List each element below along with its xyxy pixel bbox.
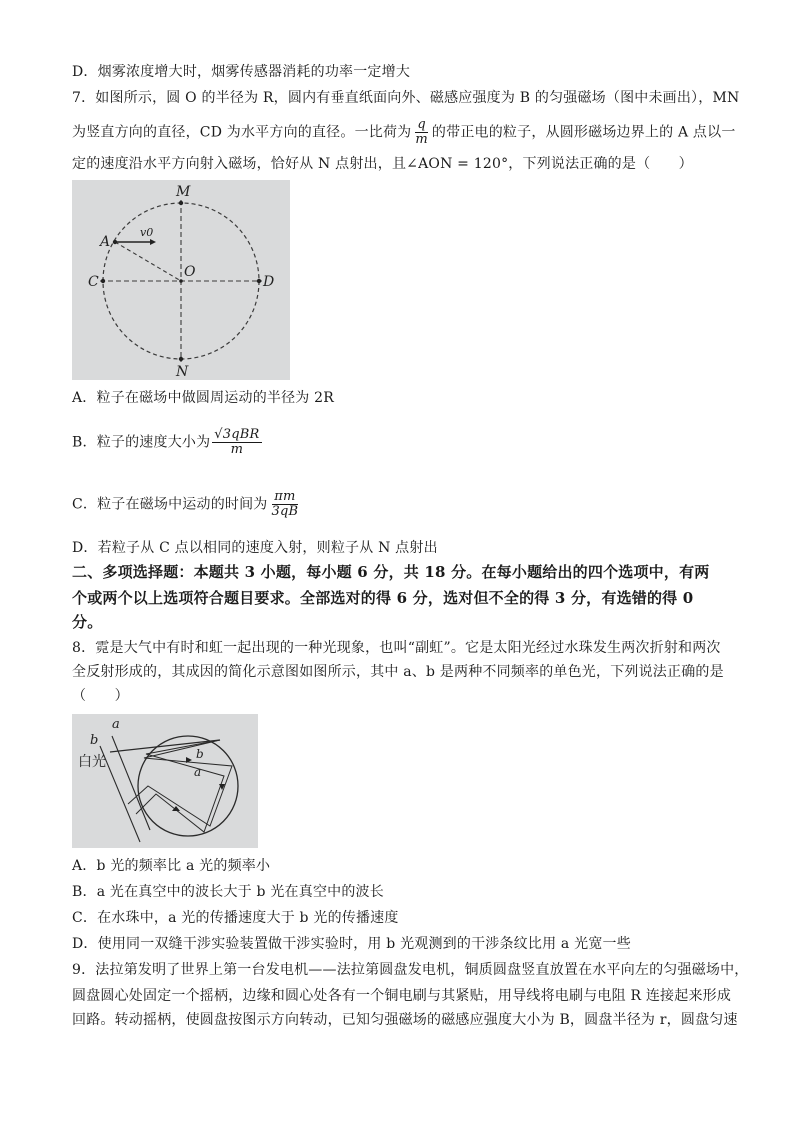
fraction-denominator: m — [230, 442, 244, 457]
ray-arrowhead — [172, 806, 180, 811]
q7-option-c — [72, 490, 302, 519]
point-a — [113, 240, 117, 244]
speed-fraction — [212, 428, 261, 457]
fraction-numerator: q — [417, 117, 426, 132]
water-droplet-diagram — [72, 714, 258, 848]
label-a: A — [100, 234, 111, 250]
label-c: C — [88, 274, 99, 290]
label-a-inside: a — [194, 765, 202, 779]
fraction-numerator: πm — [274, 489, 296, 504]
q7-figure — [72, 180, 290, 380]
radius-oa — [115, 242, 181, 281]
q8-option-d: D．使用同一双缝干涉实验装置做干涉实验时，用 b 光观测到的干涉条纹比用 a 光宽一些 — [72, 936, 631, 952]
label-o: O — [184, 264, 196, 280]
time-fraction — [270, 490, 301, 519]
point-c — [101, 279, 105, 283]
label-b-inside: b — [196, 747, 204, 761]
label-white-light: 白光 — [78, 754, 106, 770]
point-o — [179, 279, 183, 283]
point-d — [257, 279, 261, 283]
light-ray-b-exit — [100, 746, 140, 842]
section-2-heading-line-1: 二、多项选择题：本题共 3 小题，每小题 6 分，共 18 分。在每小题给出的四个选项中，有两 — [72, 563, 710, 581]
label-b: b — [90, 733, 99, 748]
q8-figure — [72, 714, 258, 848]
q7-stem-line-2-text: 为竖直方向的直径，CD 为水平方向的直径。一比荷为 — [72, 124, 412, 141]
section-2-heading-line-2: 个或两个以上选项符合题目要求。全部选对的得 6 分，选对但不全的得 3 分，有选错的得 0 — [72, 589, 694, 607]
label-m: M — [176, 184, 191, 200]
q7-stem-line-2-tail: 的带正电的粒子，从圆形磁场边界上的 A 点以一 — [431, 124, 736, 141]
point-m — [179, 201, 183, 205]
q8-option-c: C．在水珠中，a 光的传播速度大于 b 光的传播速度 — [72, 910, 399, 926]
velocity-arrowhead — [150, 239, 156, 245]
point-n — [179, 357, 183, 361]
q8-stem-line-3: （ ） — [72, 688, 129, 704]
q7-option-d: D．若粒子从 C 点以相同的速度入射，则粒子从 N 点射出 — [72, 540, 438, 556]
label-n: N — [176, 364, 189, 380]
q8-stem-line-1: 8．霓是大气中有时和虹一起出现的一种光现象，也叫“副虹”。它是太阳光经过水珠发生两次折射和两次 — [72, 640, 721, 656]
q8-option-a: A．b 光的频率比 a 光的频率小 — [72, 858, 271, 874]
q9-stem-line-1: 9．法拉第发明了世界上第一台发电机——法拉第圆盘发电机，铜质圆盘竖直放置在水平向左的匀强磁场中， — [72, 962, 749, 978]
fraction-numerator: √3qBR — [214, 427, 260, 442]
q6-option-d: D．烟雾浓度增大时，烟雾传感器消耗的功率一定增大 — [72, 64, 411, 80]
q7-option-a: A．粒子在磁场中做圆周运动的半径为 2R — [72, 390, 335, 406]
fraction-denominator: m — [415, 132, 428, 147]
q7-stem-line-3: 定的速度沿水平方向射入磁场，恰好从 N 点射出，且∠AON = 120°，下列说法正确的是（ ） — [72, 156, 693, 172]
q7-option-b — [72, 428, 264, 457]
q9-stem-line-2: 圆盘圆心处固定一个摇柄，边缘和圆心处各有一个铜电刷与其紧贴，用导线将电刷与电阻 R 连接起来形成 — [72, 988, 732, 1004]
q8-option-b: B．a 光在真空中的波长大于 b 光在真空中的波长 — [72, 884, 384, 900]
q7-option-b-text: B．粒子的速度大小为 — [72, 434, 211, 451]
label-a: a — [112, 717, 120, 732]
q9-stem-line-3: 回路。转动摇柄，使圆盘按图示方向转动，已知匀强磁场的磁感应强度大小为 B，圆盘半径为 r，圆盘匀速 — [72, 1012, 738, 1028]
circle-field-diagram — [72, 180, 290, 380]
section-2-heading-line-3: 分。 — [72, 613, 103, 631]
label-v0: v0 — [140, 226, 154, 239]
charge-mass-ratio-fraction — [413, 118, 430, 147]
q7-stem-line-1: 7．如图所示，圆 O 的半径为 R，圆内有垂直纸面向外、磁感应强度为 B 的匀强磁场（图中未画出），MN — [72, 90, 740, 106]
label-d: D — [263, 274, 275, 290]
fraction-denominator: 3qB — [271, 504, 299, 519]
q8-stem-line-2: 全反射形成的，其成因的简化示意图如图所示，其中 a、b 是两种不同频率的单色光，下列说法正确的是 — [72, 664, 724, 680]
q7-option-c-text: C．粒子在磁场中运动的时间为 — [72, 496, 268, 513]
q7-stem-line-2 — [72, 118, 736, 147]
